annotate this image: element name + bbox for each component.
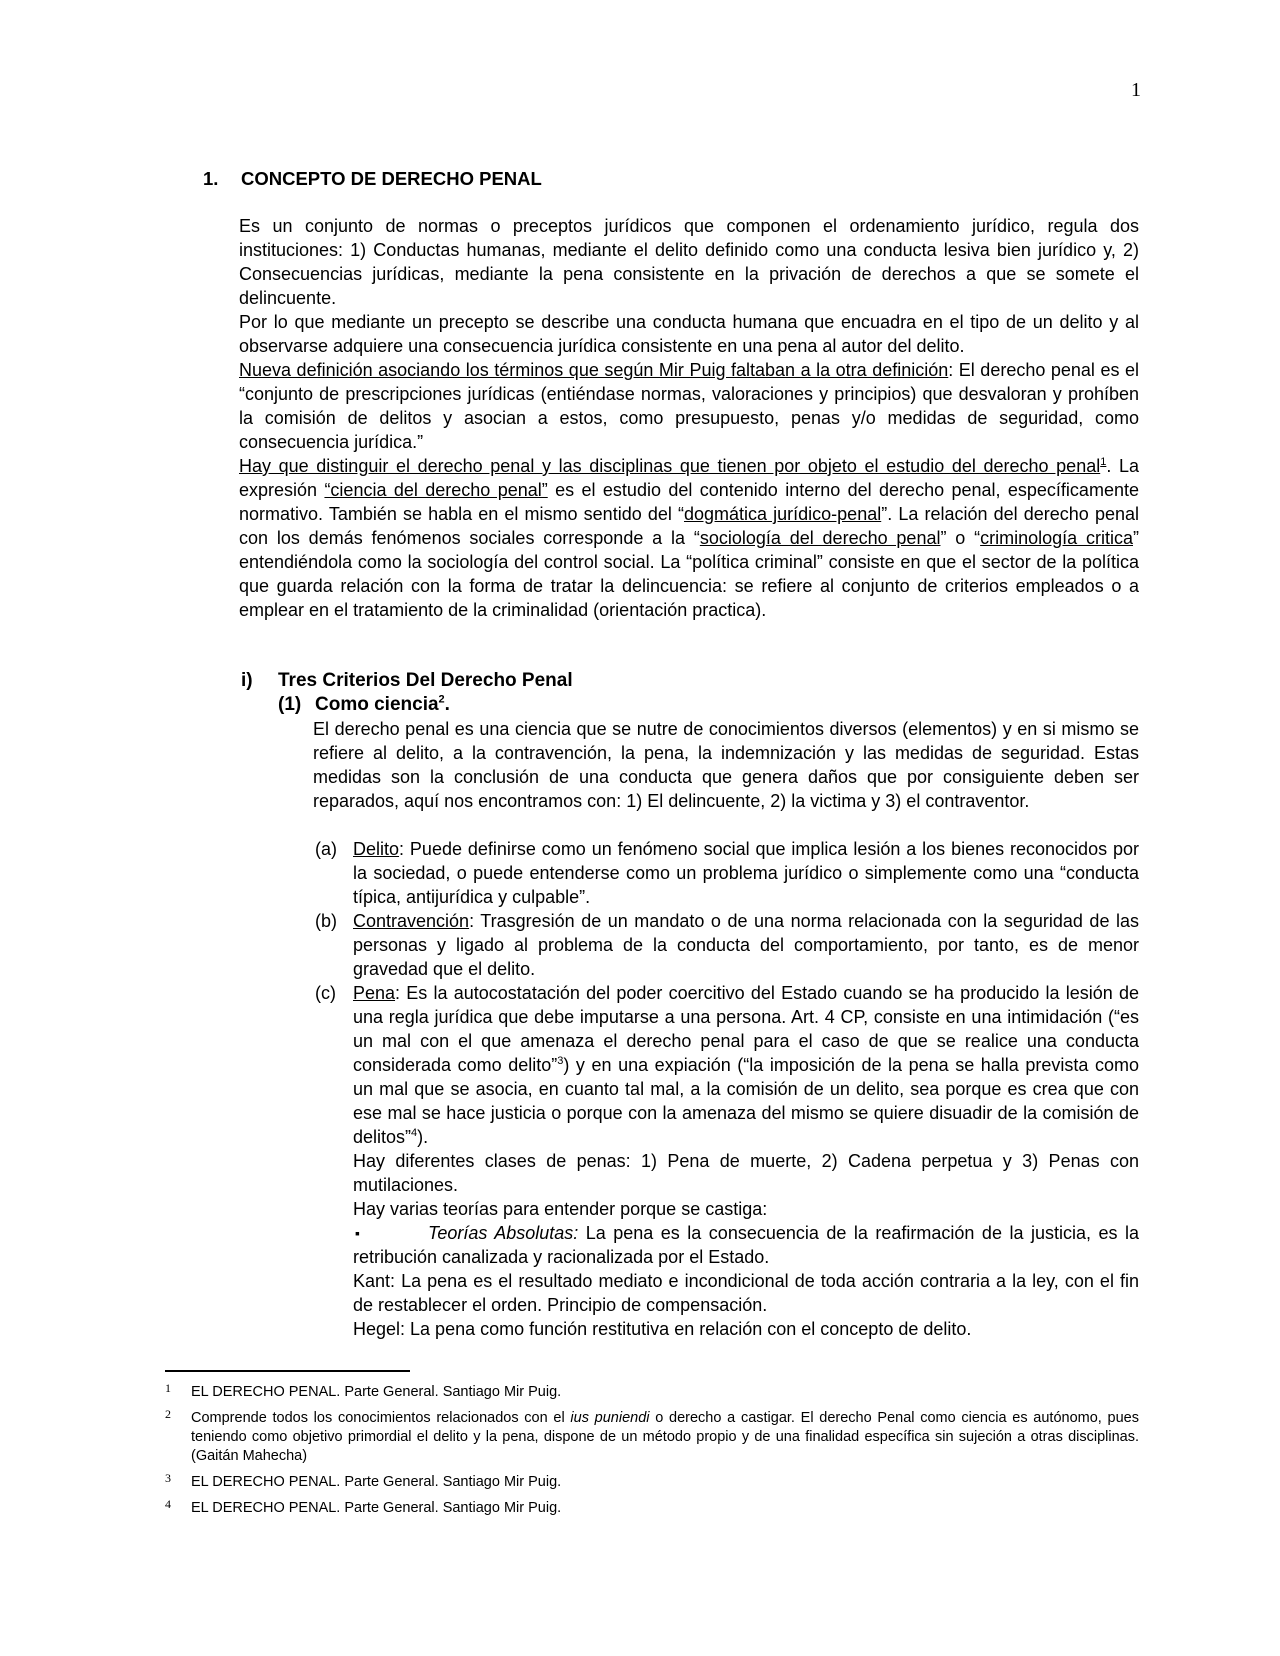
footnote-ref-3[interactable]: 3 xyxy=(557,1055,564,1067)
subsection-i-heading xyxy=(241,669,573,693)
ciencia-term: “ciencia del derecho penal” xyxy=(324,480,548,500)
list-marker: (c) xyxy=(315,983,336,1003)
list-item-term: Pena xyxy=(353,983,396,1003)
footnote-2-italic: ius puniendi xyxy=(570,1410,650,1426)
sociologia-term: sociología del derecho penal xyxy=(699,528,941,548)
pena-text-a: : Es la autocostatación del poder coercitivo del Estado cuando se ha producido la lesión de una regla jurídica que debe imputarse a una persona. Art. 4 CP, consiste en una intimidación (“es un mal con el que amenaza el derecho penal para el caso de que se realice una conducta considerada como delito” xyxy=(353,983,1139,1075)
list-item-text xyxy=(353,909,1139,981)
subsection-1-period: . xyxy=(444,694,450,715)
section-heading-number: 1. xyxy=(203,168,219,189)
intro-block xyxy=(239,214,1139,622)
ciencia-paragraph xyxy=(313,717,1139,813)
footnote-2-text-b: o derecho a castigar. El derecho Penal como ciencia es autónomo, pues teniendo como objetivo primordial el delito y la pena, dispone de un método propio y de una finalidad específica sin sujeción a otras disciplinas. (Gaitán Mahecha) xyxy=(191,1410,1139,1464)
penas-classes-text: Hay diferentes clases de penas: 1) Pena de muerte, 2) Cadena perpetua y 3) Penas con mutilaciones. xyxy=(353,1151,1139,1195)
footnote-ref-1[interactable]: 1 xyxy=(1100,456,1107,468)
footnotes xyxy=(165,1383,1139,1525)
intro-paragraph-4 xyxy=(239,454,1139,622)
footnote-text: EL DERECHO PENAL. Parte General. Santiago Mir Puig. xyxy=(191,1384,562,1400)
footnote-number: 3 xyxy=(165,1471,171,1485)
dogmatica-term: dogmática jurídico-penal xyxy=(683,504,882,524)
bullet-icon: ▪ xyxy=(355,1225,360,1241)
footnote-text: EL DERECHO PENAL. Parte General. Santiago Mir Puig. xyxy=(191,1474,562,1490)
subsection-1-label: (1) xyxy=(278,694,302,715)
list-item-pena xyxy=(313,981,1139,1149)
intro-paragraph-3 xyxy=(239,358,1139,454)
list-item-text xyxy=(353,837,1139,909)
footnote-number: 2 xyxy=(165,1407,171,1421)
list-item-text xyxy=(353,981,1139,1149)
page-number: 1 xyxy=(1131,79,1141,101)
subsection-i-label: i) xyxy=(241,670,253,691)
p4-text-a: . La expresión xyxy=(239,456,1139,500)
section-heading xyxy=(203,167,542,191)
footnote-2 xyxy=(165,1409,1139,1466)
theories-intro-text: Hay varias teorías para entender porque se castiga: xyxy=(353,1199,768,1219)
definition-text: : El derecho penal es el “conjunto de prescripciones jurídicas (entiéndase normas, valoraciones y principios) que desvaloran y prohíben la comisión de delitos y asocian a estos, como presupuesto, penas y/o medidas de seguridad, como consecuencia jurídica.” xyxy=(239,360,1139,452)
footnote-1 xyxy=(165,1383,1139,1402)
hegel-text: Hegel: La pena como función restitutiva en relación con el concepto de delito. xyxy=(353,1319,972,1339)
p4-text-e: ”. La relación del derecho penal con los demás fenómenos sociales corresponde a la “ xyxy=(239,504,1139,548)
footnote-3 xyxy=(165,1473,1139,1492)
list-item-contravencion xyxy=(313,909,1139,981)
absolute-theories-text xyxy=(353,1221,1139,1269)
footnote-number: 4 xyxy=(165,1497,171,1511)
footnote-text xyxy=(191,1409,1139,1466)
footnote-ref-2[interactable]: 2 xyxy=(438,693,445,706)
intro-paragraph-2: Por lo que mediante un precepto se describe una conducta humana que encuadra en el tipo de un delito y al observarse adquiere una consecuencia jurídica consistente en una pena al autor del delito. xyxy=(239,312,1139,356)
kant-text: Kant: La pena es el resultado mediato e incondicional de toda acción contraria a la ley, con el fin de restablecer el orden. Principio de compensación. xyxy=(353,1271,1139,1315)
absolute-theories-term: Teorías Absolutas: xyxy=(428,1223,579,1243)
list-item-term: Delito xyxy=(353,839,400,859)
subsection-1-title: Como ciencia xyxy=(315,694,439,715)
criminologia-term: criminología critica xyxy=(980,528,1133,548)
section-heading-title: CONCEPTO DE DERECHO PENAL xyxy=(241,168,542,189)
footnote-4 xyxy=(165,1499,1139,1518)
p4-text-g: ” o “ xyxy=(940,528,981,548)
p4-text-c: es el estudio del contenido interno del derecho penal, específicamente normativo. También se habla en el mismo sentido del “ xyxy=(239,480,1139,524)
definition-underlined-phrase: Nueva definición asociando los términos que según Mir Puig faltaban a la otra definición xyxy=(239,360,949,380)
pena-text-c: ). xyxy=(417,1127,429,1147)
pena-text-b: ) y en una expiación (“la imposición de la pena se halla prevista como un mal que se asocia, en cuanto tal mal, a la comisión de un delito, sea porque es crea que con ese mal se hace justicia o porque con la amenaza del mismo se quiere disuadir de la comisión de delitos” xyxy=(353,1055,1139,1147)
list-item-body: : Puede definirse como un fenómeno social que implica lesión a los bienes reconocidos por la sociedad, o puede entenderse como un problema jurídico o simplemente como una “conducta típica, antijurídica y culpable”. xyxy=(353,839,1139,907)
list-item-term: Contravención xyxy=(353,911,470,931)
pena-extra-block xyxy=(353,1149,1139,1221)
list-item-body: : Trasgresión de un mandato o de una norma relacionada con la seguridad de las personas y ligado al problema de la conducta del comportamiento, por tanto, es de menor gravedad que el delito. xyxy=(353,911,1139,979)
footnote-separator xyxy=(165,1370,410,1372)
subsection-i-title: Tres Criterios Del Derecho Penal xyxy=(278,670,573,691)
ciencia-text: El derecho penal es una ciencia que se nutre de conocimientos diversos (elementos) y en si mismo se refiere al delito, a la contravención, la pena, la indemnización y las medidas de seguridad. Estas medidas son la conclusión de una conducta que genera daños que por consiguiente deben ser reparados, aquí nos encontramos con: 1) El delincuente, 2) la victima y 3) el contraventor. xyxy=(313,719,1139,811)
footnote-2-text-a: Comprende todos los conocimientos relacionados con el xyxy=(191,1410,571,1426)
distinguish-underlined-phrase: Hay que distinguir el derecho penal y las disciplinas que tienen por objeto el estudio del derecho penal xyxy=(239,456,1101,476)
p4-text-i: ” entendiéndola como la sociología del control social. La “política criminal” consiste en que el sector de la política que guarda relación con la forma de tratar la delincuencia: se refiere al conjunto de criterios empleados o a emplear en el tratamiento de la criminalidad (orientación practica). xyxy=(239,528,1139,620)
footnote-ref-4[interactable]: 4 xyxy=(411,1127,418,1139)
theories-block xyxy=(353,1221,1139,1341)
footnote-text: EL DERECHO PENAL. Parte General. Santiago Mir Puig. xyxy=(191,1500,562,1516)
intro-paragraph-1: Es un conjunto de normas o preceptos jurídicos que componen el ordenamiento jurídico, regula dos instituciones: 1) Conductas humanas, mediante el delito definido como una conducta lesiva bien jurídico y, 2) Consecuencias jurídicas, mediante la pena consistente en la privación de derechos a que se somete el delincuente. xyxy=(239,216,1139,308)
absolute-theories-body: La pena es la consecuencia de la reafirmación de la justicia, es la retribución canalizada y racionalizada por el Estado. xyxy=(353,1223,1139,1267)
subsection-1-heading xyxy=(278,693,450,717)
footnote-number: 1 xyxy=(165,1381,171,1395)
list-marker: (b) xyxy=(315,911,337,931)
list-item-delito xyxy=(313,837,1139,909)
list-marker: (a) xyxy=(315,839,337,859)
